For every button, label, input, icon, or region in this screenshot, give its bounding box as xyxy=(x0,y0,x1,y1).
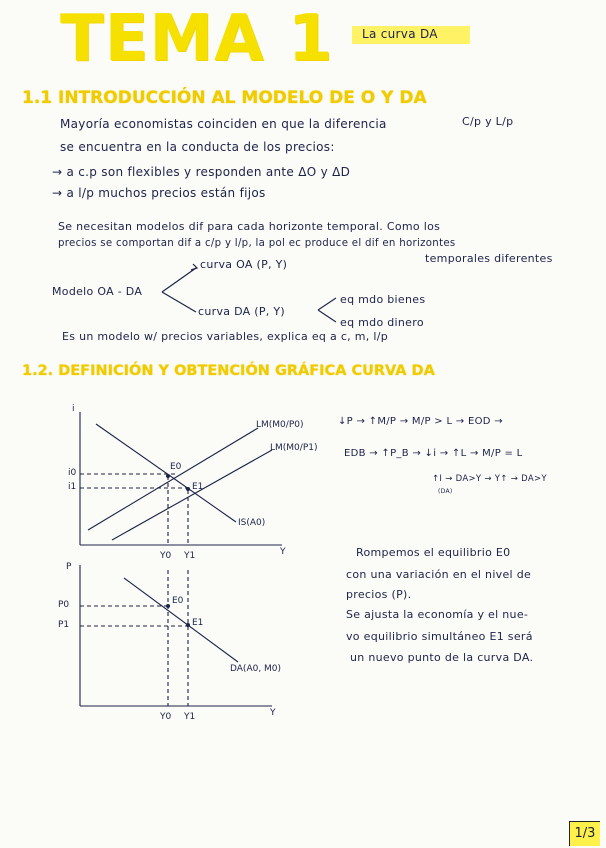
is-label: IS(A0) xyxy=(238,518,266,528)
explanation-line: precios (P). xyxy=(346,588,412,601)
explanation-line: Rompemos el equilibrio E0 xyxy=(356,546,511,559)
y1-label-top: Y1 xyxy=(184,551,196,561)
section2-heading: 1.2. DEFINICIÓN Y OBTENCIÓN GRÁFICA CURVA DA xyxy=(22,363,435,379)
explanation-line: vo equilibrio simultáneo E1 será xyxy=(346,630,533,643)
e1-point-bottom xyxy=(186,623,190,627)
chain-3-sub: (DA) xyxy=(438,488,453,495)
i1-label: i1 xyxy=(68,482,77,492)
model-label: Modelo OA - DA xyxy=(52,285,143,298)
da-y-label: P xyxy=(66,562,72,572)
model-da: curva DA (P, Y) xyxy=(198,305,286,318)
da-label: DA(A0, M0) xyxy=(230,664,282,674)
da-x-label: Y xyxy=(270,708,276,718)
islm-x-label: Y xyxy=(280,547,286,557)
s1-p2-line1: Se necesitan modelos dif para cada horizonte temporal. Como los xyxy=(58,220,441,233)
p1-label: P1 xyxy=(58,620,70,630)
s1-p1-tail: C/p y L/p xyxy=(462,115,514,128)
da-curve xyxy=(124,578,238,662)
y0-label-top: Y0 xyxy=(160,551,172,561)
explanation-line: un nuevo punto de la curva DA. xyxy=(350,651,534,664)
explanation-line: Se ajusta la economía y el nue- xyxy=(346,608,529,621)
s1-p1-line1: Mayoría economistas coinciden en que la diferencia xyxy=(60,117,387,131)
model-oa: curva OA (P, Y) xyxy=(200,258,288,271)
y0-label-bottom: Y0 xyxy=(160,712,172,722)
e0-point-bottom xyxy=(166,604,170,608)
section1-heading: 1.1 INTRODUCCIÓN AL MODELO DE O Y DA xyxy=(22,88,427,108)
y1-label-bottom: Y1 xyxy=(184,712,196,722)
s1-p2-line3: temporales diferentes xyxy=(425,252,553,265)
explanation-line: con una variación en el nivel de xyxy=(346,568,532,581)
chain-2: EDB → ↑P_B → ↓i → ↑L → M/P = L xyxy=(344,448,523,459)
s1-bullet2: → a l/p muchos precios están fijos xyxy=(52,186,266,200)
e1-label-bottom: E1 xyxy=(192,618,204,628)
e1-label: E1 xyxy=(192,482,204,492)
islm-y-label: i xyxy=(72,404,75,414)
e0-label-bottom: E0 xyxy=(172,596,184,606)
s1-p2-line2: precios se comportan dif a c/p y l/p, la pol ec produce el dif en horizontes xyxy=(58,238,456,249)
p0-label: P0 xyxy=(58,600,70,610)
eq-bienes: eq mdo bienes xyxy=(340,293,426,306)
s1-p1-line2: se encuentra en la conducta de los precios: xyxy=(60,140,335,154)
e0-label: E0 xyxy=(170,462,182,472)
page-subtitle: La curva DA xyxy=(362,27,438,41)
s1-summary: Es un modelo w/ precios variables, explica eq a c, m, l/p xyxy=(62,330,389,343)
chain-1: ↓P → ↑M/P → M/P > L → EOD → xyxy=(338,416,503,427)
page-title: TEMA 1 xyxy=(60,2,334,76)
lm1-label: LM(M0/P1) xyxy=(270,443,318,453)
eq-dinero: eq mdo dinero xyxy=(340,316,424,329)
s1-bullet1: → a c.p son flexibles y responden ante ΔO y ΔD xyxy=(52,165,351,179)
lm0-label: LM(M0/P0) xyxy=(256,420,304,430)
i0-label: i0 xyxy=(68,468,77,478)
page-number: 1/3 xyxy=(569,821,600,846)
chain-3: ↑I → DA>Y → Y↑ → DA>Y xyxy=(432,474,547,484)
